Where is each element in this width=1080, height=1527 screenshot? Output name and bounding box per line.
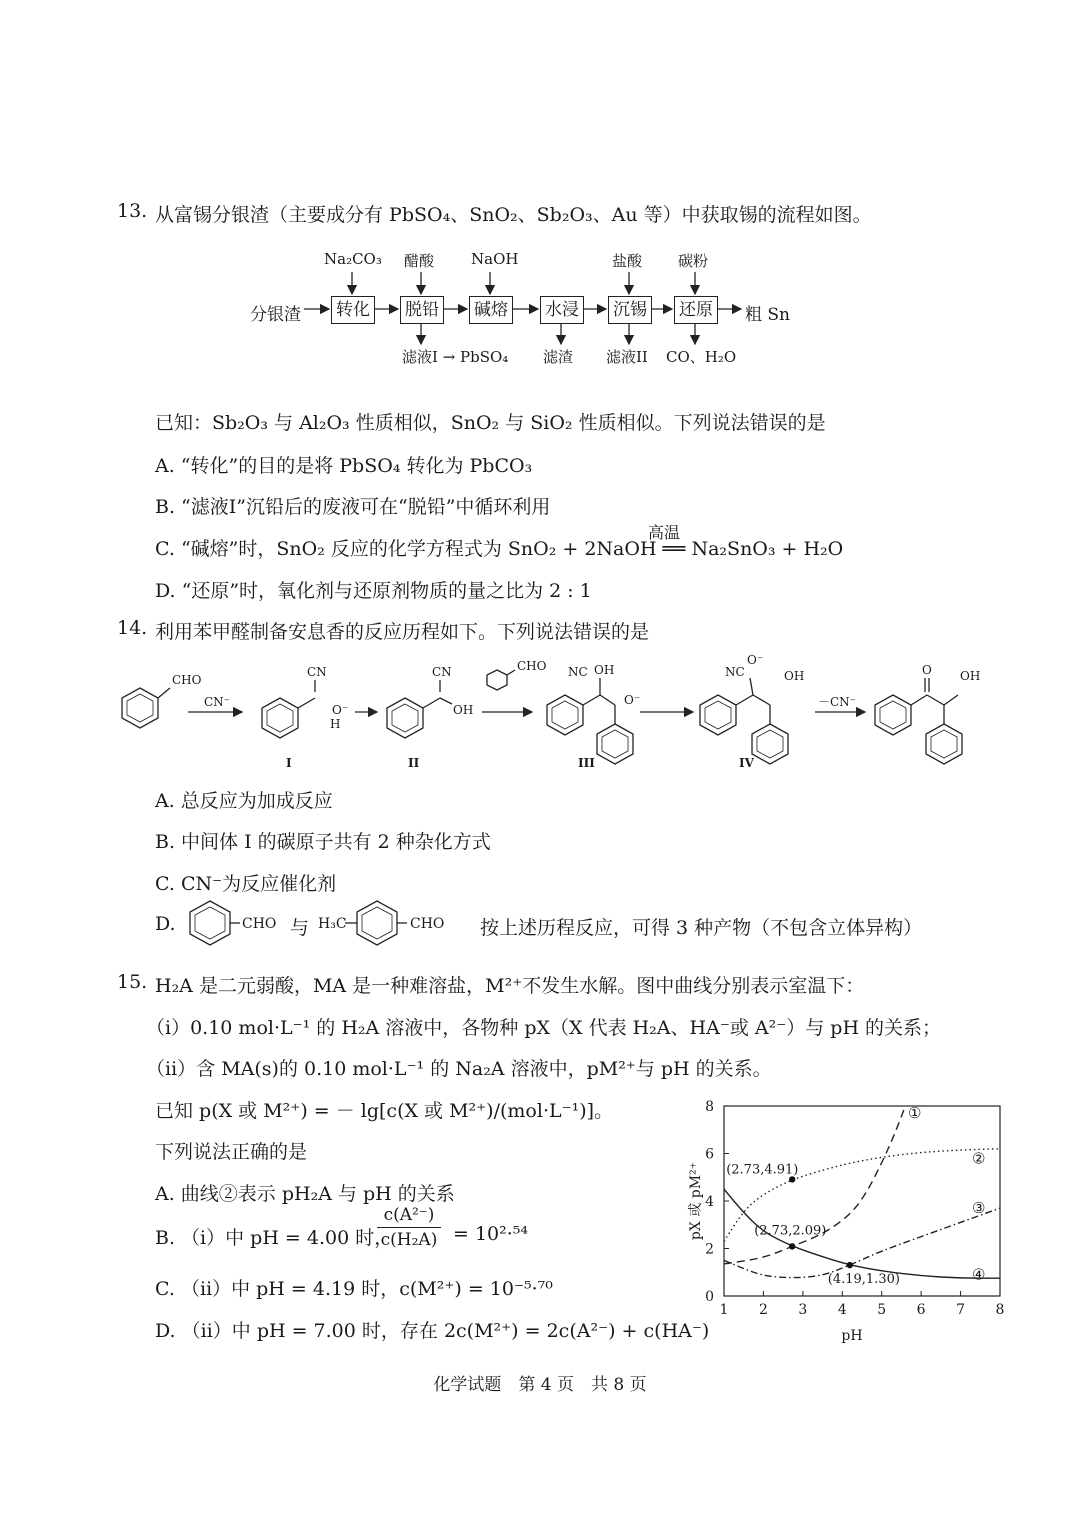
chart-point xyxy=(789,1243,795,1249)
scheme-iii-o-minus: O⁻ xyxy=(624,693,641,707)
q15-option-b-numerator: c(A²⁻) xyxy=(377,1205,441,1228)
q13-flowchart xyxy=(0,0,1080,380)
q15-number: 15. xyxy=(117,971,148,993)
q14-option-d-h3c: H₃C xyxy=(318,916,347,932)
flow-input-naoh: NaOH xyxy=(471,250,519,268)
flow-output-lvye2: 滤液II xyxy=(606,348,648,366)
q15-line-ii: （ⅱ）含 MA(s)的 0.10 mol·L⁻¹ 的 Na₂A 溶液中，pM²⁺与 pH 的关系。 xyxy=(146,1058,772,1080)
q15-option-c: C. （ⅱ）中 pH = 4.19 时，c(M²⁺) = 10⁻⁵·⁷⁰ xyxy=(155,1278,553,1300)
scheme-cn-minus: CN⁻ xyxy=(204,695,231,709)
scheme-minus-cn: －CN⁻ xyxy=(818,695,857,709)
chart-point xyxy=(847,1262,853,1268)
scheme-label-ii: II xyxy=(408,756,420,770)
flow-output-co-h2o: CO、H₂O xyxy=(666,348,737,366)
q14-option-b: B. 中间体 I 的碳原子共有 2 种杂化方式 xyxy=(155,831,491,853)
q14-option-d-structures xyxy=(180,895,480,951)
scheme-product-o: O xyxy=(922,663,932,677)
q14-option-a: A. 总反应为加成反应 xyxy=(155,790,333,812)
q15-chart xyxy=(680,1090,1020,1350)
q15-option-b xyxy=(155,1203,675,1259)
scheme-iv-o-minus: O⁻ xyxy=(747,653,764,667)
chart-series-label-2: ② xyxy=(972,1149,986,1168)
chart-series-label-3: ③ xyxy=(972,1199,986,1218)
flow-step-jianrong: 碱熔 xyxy=(469,296,513,324)
flow-output-lvye1: 滤液I → PbSO₄ xyxy=(402,348,509,366)
q13-number: 13. xyxy=(117,200,148,222)
q15-line-i: （ⅰ）0.10 mol·L⁻¹ 的 H₂A 溶液中，各物种 pX（X 代表 H₂A、HA⁻或 A²⁻）与 pH 的关系； xyxy=(146,1017,942,1039)
flow-step-shuijin: 水浸 xyxy=(540,296,584,324)
scheme-cho-2: CHO xyxy=(517,659,547,673)
chart-ytick-label: 8 xyxy=(705,1099,714,1115)
scheme-product-oh: OH xyxy=(960,669,981,683)
flow-output-lvzha: 滤渣 xyxy=(543,348,574,366)
q14-stem: 利用苯甲醛制备安息香的反应历程如下。下列说法错误的是 xyxy=(155,621,650,643)
flow-step-chenxi: 沉锡 xyxy=(608,296,652,324)
q14-option-d xyxy=(0,895,1080,955)
q14-option-c: C. CN⁻为反应催化剂 xyxy=(155,873,337,895)
q13-known: 已知：Sb₂O₃ 与 Al₂O₃ 性质相似，SnO₂ 与 SiO₂ 性质相似。下列说法错误的是 xyxy=(155,412,826,434)
scheme-iv-oh: OH xyxy=(784,669,805,683)
flow-input-tanfen: 碳粉 xyxy=(678,252,709,270)
chart-series-label-1: ① xyxy=(908,1104,922,1123)
chart-xlabel: pH xyxy=(841,1328,863,1344)
q13-option-c-condition: 高温 xyxy=(648,523,681,542)
chart-ylabel: pX 或 pM²⁺ xyxy=(688,1161,704,1241)
flow-step-huanyuan: 还原 xyxy=(674,296,718,324)
chart-point-label: (2.73,2.09) xyxy=(754,1223,827,1239)
q14-reaction-scheme xyxy=(0,640,1080,775)
chart-xtick-label: 3 xyxy=(798,1302,808,1318)
chart-xtick-label: 7 xyxy=(956,1302,966,1318)
q15-stem: H₂A 是二元弱酸，MA 是一种难溶盐，M²⁺不发生水解。图中曲线分别表示室温下： xyxy=(155,975,865,997)
flow-start: 分银渣 xyxy=(250,305,301,325)
chart-xtick-label: 2 xyxy=(758,1302,768,1318)
flow-input-na2co3: Na₂CO₃ xyxy=(324,250,382,268)
chart-series-label-4: ④ xyxy=(972,1265,986,1284)
chart-xtick-label: 5 xyxy=(877,1302,887,1318)
chart-xtick-label: 1 xyxy=(719,1302,729,1318)
q15-option-b-suffix: = 10²·⁵⁴ xyxy=(453,1223,529,1245)
scheme-iii-nc: NC xyxy=(568,665,588,679)
scheme-ii-oh: OH xyxy=(453,703,474,717)
q13-stem: 从富锡分银渣（主要成分有 PbSO₄、SnO₂、Sb₂O₃、Au 等）中获取锡的流程如图。 xyxy=(155,204,872,226)
scheme-i-cn: CN xyxy=(307,665,327,679)
chart-point-label: (4.19,1.30) xyxy=(827,1272,900,1288)
q15-option-b-prefix: B. （ⅰ）中 pH = 4.00 时， xyxy=(155,1227,394,1249)
q13-option-c: C. “碱熔”时，SnO₂ 反应的化学方程式为 SnO₂ + 2NaOH ══ Na₂SnO₃ + H₂O xyxy=(155,538,844,560)
q14-option-d-mid: 与 xyxy=(290,917,310,939)
scheme-ii-cn: CN xyxy=(432,665,452,679)
flow-arrows xyxy=(0,0,1080,380)
chart-xtick-label: 4 xyxy=(837,1302,847,1318)
q15-option-a: A. 曲线②表示 pH₂A 与 pH 的关系 xyxy=(155,1183,455,1205)
scheme-i-o-minus: O⁻ xyxy=(332,703,349,717)
q14-option-d-prefix: D. xyxy=(155,913,176,935)
q13-option-a: A. “转化”的目的是将 PbSO₄ 转化为 PbCO₃ xyxy=(155,455,533,477)
scheme-iii-oh: OH xyxy=(594,663,615,677)
flow-step-tuoqian: 脱铅 xyxy=(400,296,444,324)
q15-option-b-denominator: c(H₂A) xyxy=(380,1230,438,1250)
flow-input-yansuan: 盐酸 xyxy=(612,252,643,270)
q15-ask: 下列说法正确的是 xyxy=(155,1141,308,1163)
q14-number: 14. xyxy=(117,617,148,639)
q14-option-d-cho-1: CHO xyxy=(242,916,277,932)
chart-ytick-label: 2 xyxy=(705,1241,714,1258)
chart-xtick-label: 8 xyxy=(995,1302,1005,1318)
q13-option-d: D. “还原”时，氧化剂与还原剂物质的量之比为 2 : 1 xyxy=(155,580,592,602)
flow-step-zhuanhua: 转化 xyxy=(331,296,375,324)
scheme-label-iv: IV xyxy=(739,756,754,770)
flow-end: 粗 Sn xyxy=(745,305,790,325)
page-footer: 化学试题 第 4 页 共 8 页 xyxy=(433,1375,647,1395)
q15-option-d: D. （ⅱ）中 pH = 7.00 时，存在 2c(M²⁺) = 2c(A²⁻) + c(HA⁻) xyxy=(155,1320,710,1342)
q14-option-d-cho-2: CHO xyxy=(410,916,445,932)
q15-known: 已知 p(X 或 M²⁺) = － lg[c(X 或 M²⁺)/(mol·L⁻¹)]。 xyxy=(155,1100,614,1122)
chart-xtick-label: 6 xyxy=(916,1302,926,1318)
q15-option-b-fraction xyxy=(377,1205,441,1250)
scheme-i-h: H xyxy=(330,717,341,731)
chart-point-label: (2.73,4.91) xyxy=(726,1162,799,1178)
chart-ytick-label: 6 xyxy=(705,1146,714,1163)
scheme-cho-1: CHO xyxy=(172,673,202,687)
chart-series-line-1 xyxy=(724,1106,905,1264)
q14-option-d-suffix: 按上述历程反应，可得 3 种产物（不包含立体异构） xyxy=(480,917,923,939)
scheme-iv-nc: NC xyxy=(725,665,745,679)
flow-input-cusuan: 醋酸 xyxy=(404,252,435,270)
scheme-label-iii: III xyxy=(578,756,595,770)
chart-ytick-label: 4 xyxy=(705,1194,714,1210)
scheme-label-i: I xyxy=(286,756,292,770)
q13-option-b: B. “滤液I”沉铅后的废液可在“脱铅”中循环利用 xyxy=(155,496,551,518)
chart-ytick-label: 0 xyxy=(705,1289,714,1305)
